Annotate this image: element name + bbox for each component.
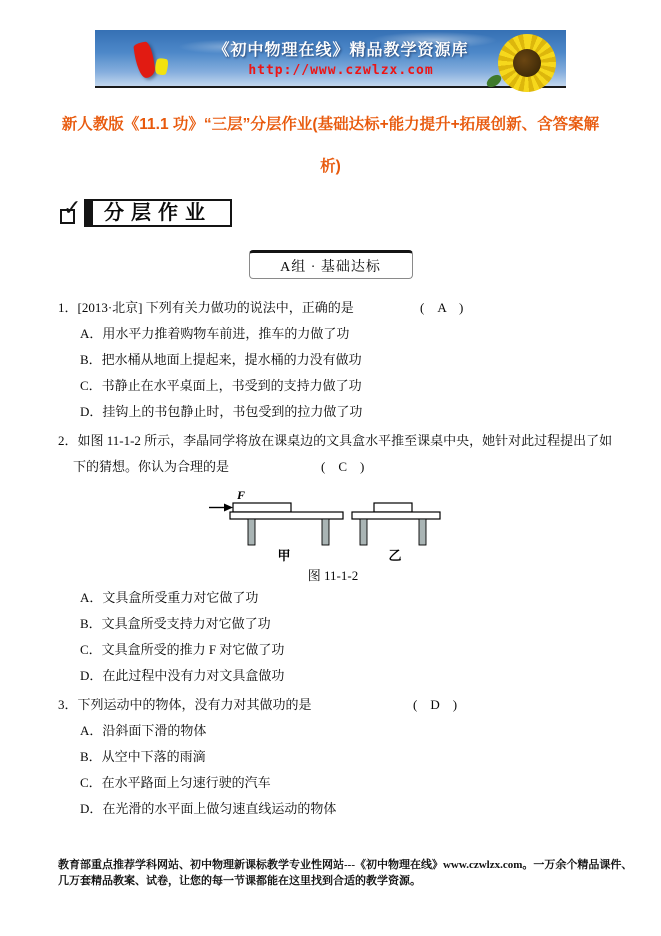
question-3 (58, 692, 617, 822)
question-list (58, 295, 617, 822)
banner-text (191, 37, 491, 78)
question-3-option-a: A．沿斜面下滑的物体 (80, 723, 207, 738)
question-3-stem-row (58, 692, 617, 718)
question-1-stem-row (58, 295, 617, 321)
section-header (60, 196, 661, 230)
question-2 (58, 428, 617, 689)
figure-desks-drawing (208, 486, 458, 564)
desk-leg (360, 519, 367, 545)
desk-label-left: 甲 (277, 548, 291, 563)
flame-yellow-icon (153, 56, 171, 76)
desk-leg (322, 519, 329, 545)
group-a-header: A组 · 基础达标 (249, 250, 413, 279)
site-name: 《初中物理在线》精品教学资源库 (213, 42, 469, 59)
question-2-option-c: C．文具盒所受的推力 F 对它做了功 (80, 642, 285, 657)
question-2-option-a: A．文具盒所受重力对它做了功 (80, 590, 259, 605)
question-2-option-b: B．文具盒所受支持力对它做了功 (80, 616, 271, 631)
sunflower-center-icon (513, 49, 541, 77)
question-3-answer: ( D ) (413, 697, 458, 712)
desk-top-left (230, 512, 343, 519)
force-label: F (237, 488, 246, 502)
desk-label-right: 乙 (388, 548, 402, 563)
checkbox-icon (60, 195, 82, 224)
document-title: 新人教版《11.1 功》“三层”分层作业(基础达标+能力提升+拓展创新、含答案解析) (61, 116, 600, 175)
question-1-option-d: D．挂钩上的书包静止时，书包受到的拉力做了功 (80, 404, 363, 419)
sunflower-icon (498, 34, 556, 92)
question-2-answer: ( C ) (321, 459, 365, 474)
question-2-option-d: D．在此过程中没有力对文具盒做功 (80, 668, 285, 683)
figure-11-1-2 (208, 486, 617, 564)
question-2-stem-row (58, 428, 617, 480)
checkmark-icon: ✓ (63, 195, 82, 221)
site-logo-icon (133, 40, 179, 82)
pencil-box-right (374, 503, 412, 512)
question-1-answer: ( A ) (420, 300, 464, 315)
site-url-link[interactable]: http://www.czwlzx.com (248, 63, 434, 78)
question-2-stem: 2．如图 11-1-2 所示，李晶同学将放在课桌边的文具盒水平推至课桌中央，她针对此过程提出了如下的猜想。你认为合理的是 (58, 433, 613, 474)
question-1 (58, 295, 617, 425)
question-3-option-b: B．从空中下落的雨滴 (80, 749, 206, 764)
desk-leg (419, 519, 426, 545)
figure-caption: 图 11-1-2 (307, 568, 359, 583)
page-footer: 教育部重点推荐学科网站、初中物理新课标教学专业性网站---《初中物理在线》www.czwlzx.com。一万余个精品课件、几万套精品教案、试卷，让您的每一节课都能在这里找到合适的教学资源。 (58, 859, 633, 887)
pencil-box-left (233, 503, 291, 512)
force-arrowhead-icon (224, 504, 233, 512)
question-1-option-b: B．把水桶从地面上提起来，提水桶的力没有做功 (80, 352, 362, 367)
question-1-option-c: C．书静止在水平桌面上，书受到的支持力做了功 (80, 378, 362, 393)
desk-top-right (352, 512, 440, 519)
question-1-stem: 1．[2013·北京] 下列有关力做功的说法中，正确的是 (58, 300, 354, 315)
section-vbar-decoration (86, 201, 93, 225)
question-3-stem: 3．下列运动中的物体，没有力对其做功的是 (58, 697, 312, 712)
section-title-box (84, 199, 232, 227)
section-title: 分层作业 (104, 202, 212, 224)
question-3-option-d: D．在光滑的水平面上做匀速直线运动的物体 (80, 801, 337, 816)
question-1-option-a: A．用水平力推着购物车前进，推车的力做了功 (80, 326, 350, 341)
desk-leg (248, 519, 255, 545)
flame-red-icon (133, 41, 156, 79)
question-3-option-c: C．在水平路面上匀速行驶的汽车 (80, 775, 271, 790)
site-banner (95, 30, 566, 88)
